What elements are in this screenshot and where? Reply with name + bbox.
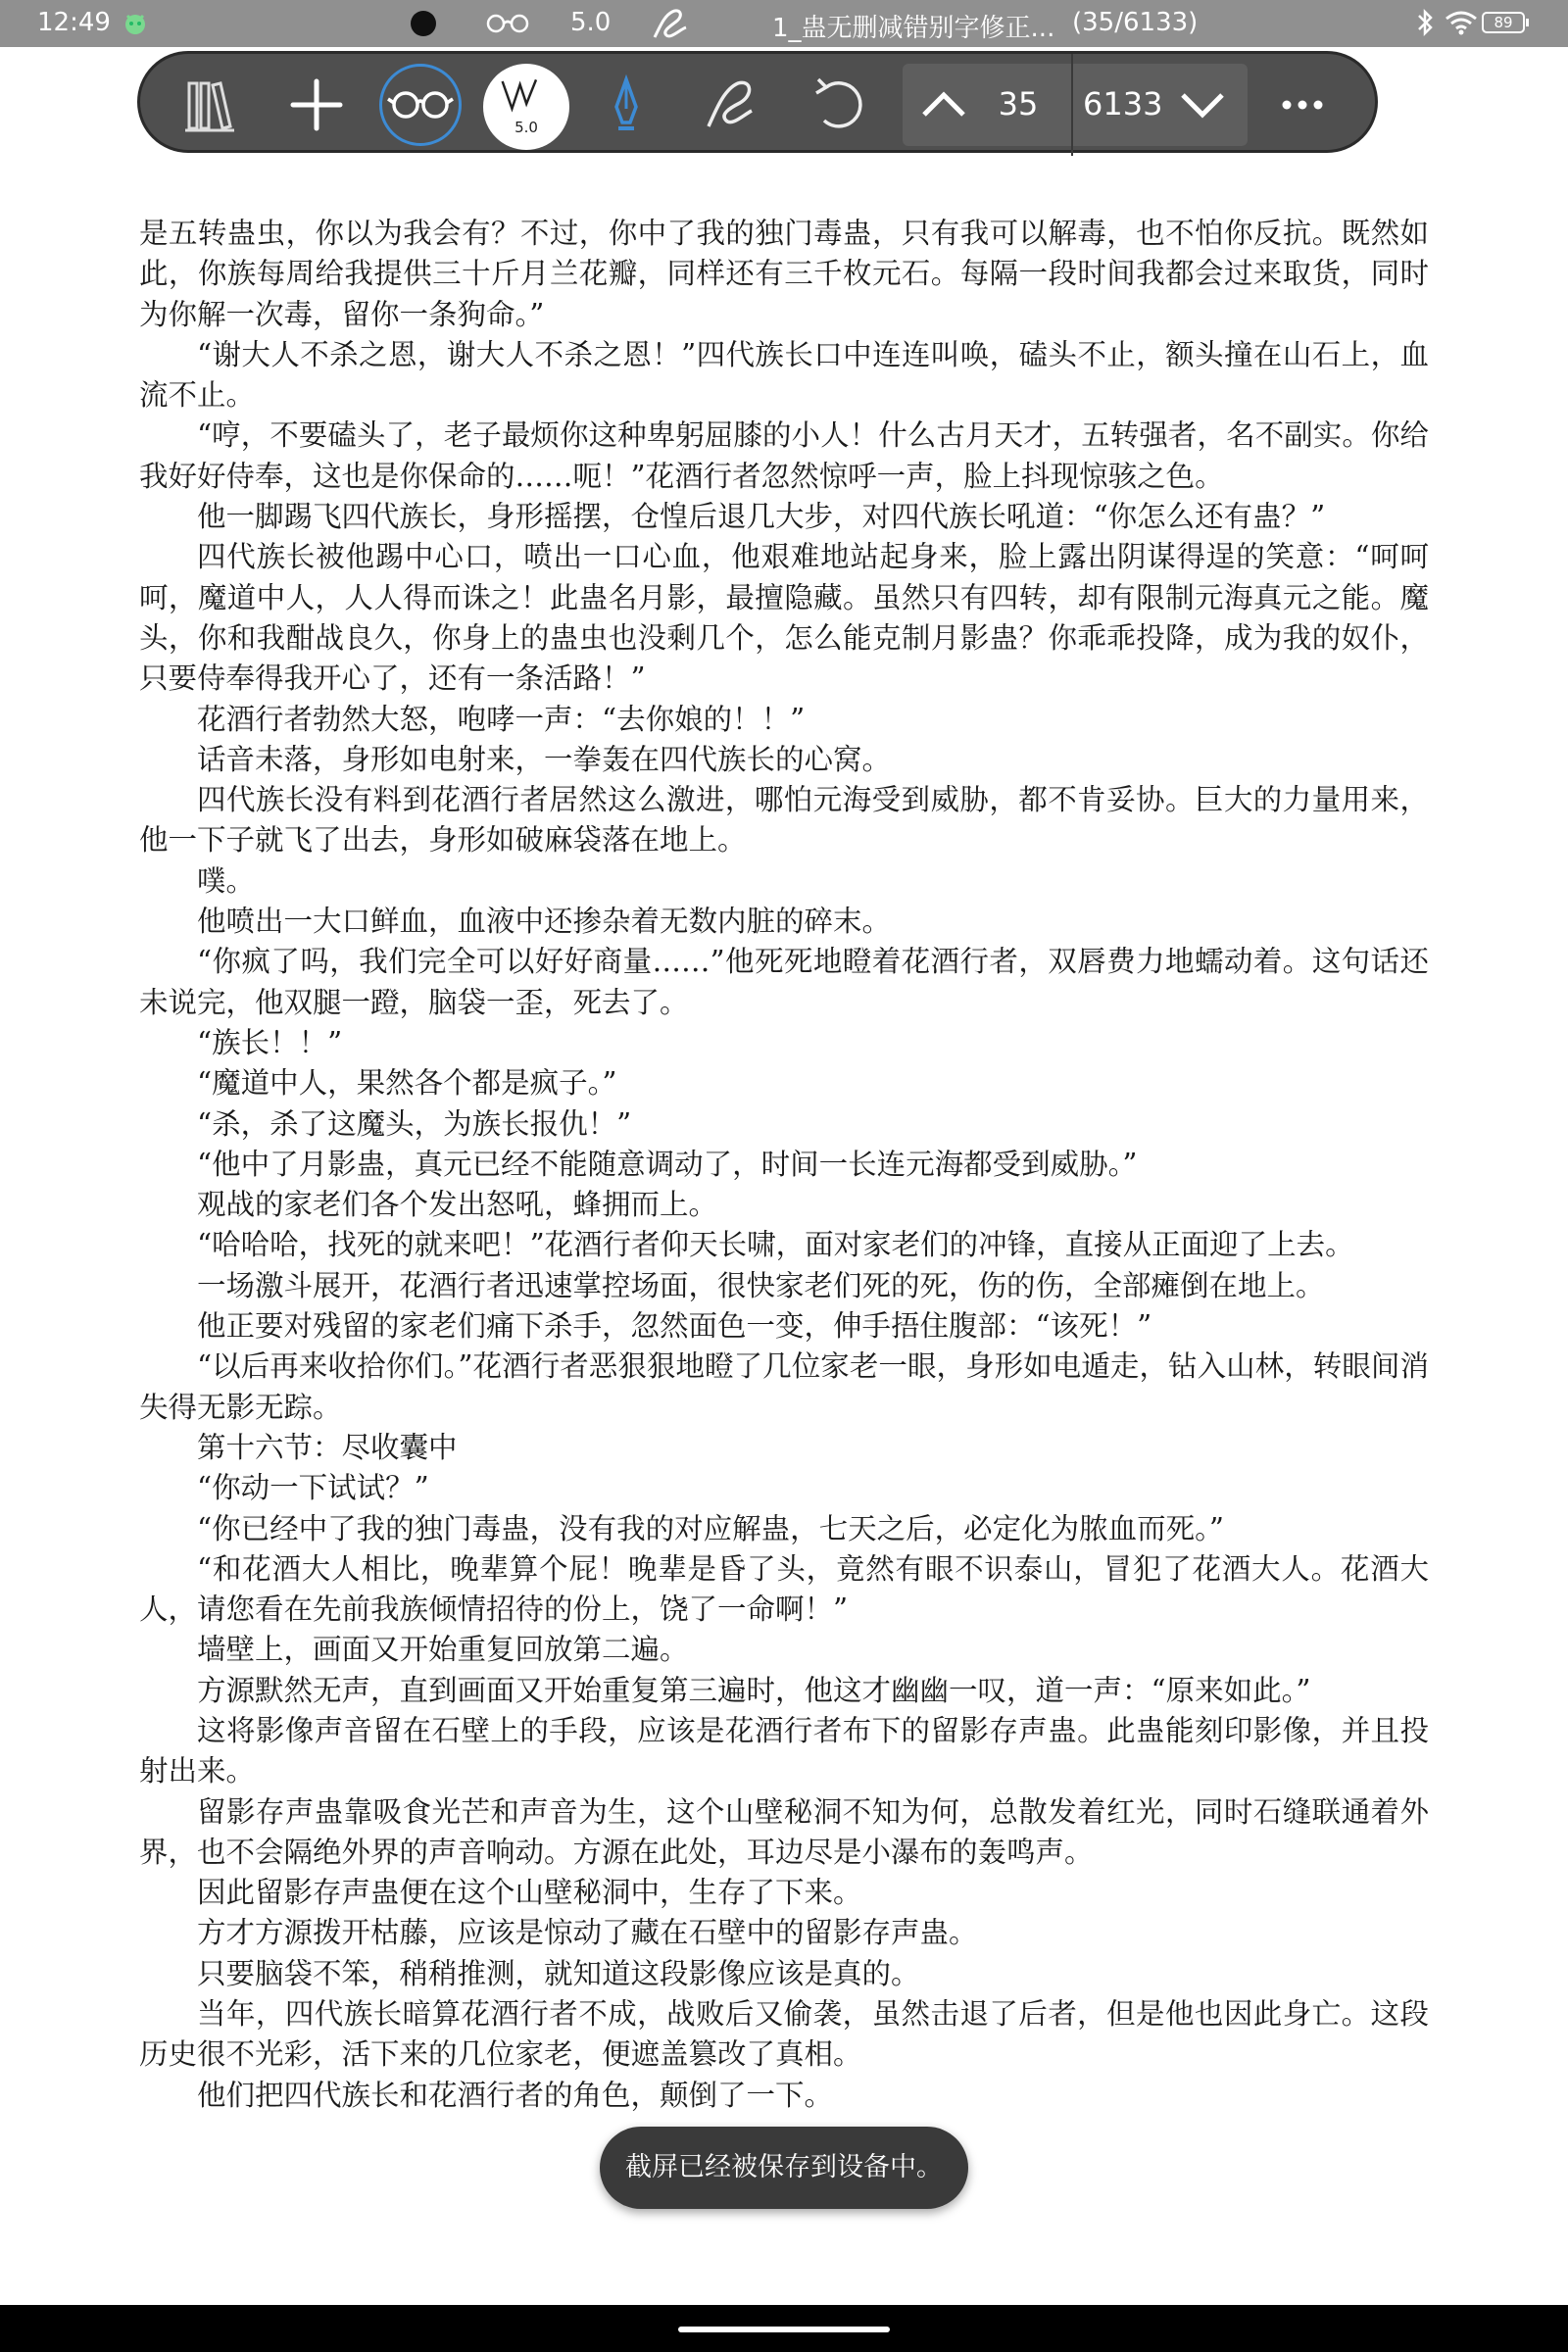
chevron-down-icon[interactable] bbox=[1171, 74, 1234, 136]
nib-icon[interactable] bbox=[591, 70, 662, 140]
page-progress: (35/6133) bbox=[1072, 8, 1199, 37]
paragraph: “哼，不要磕头了，老子最烦你这种卑躬屈膝的小人！什么古月天才，五转强者，名不副实。你给我好好侍奉，这也是你保命的……呃！”花酒行者忽然惊呼一声，脸上抖现惊骇之色。 bbox=[139, 418, 1429, 493]
paragraph: 他们把四代族长和花酒行者的角色，颠倒了一下。 bbox=[197, 2078, 834, 2112]
paragraph: 这将影像声音留在石壁上的手段，应该是花酒行者布下的留影存声蛊。此蛊能刻印影像，并且投射出来。 bbox=[139, 1713, 1429, 1788]
battery-icon: 89 bbox=[1482, 12, 1525, 33]
chevron-up-icon[interactable] bbox=[912, 74, 975, 136]
total-pages[interactable]: 6133 bbox=[1083, 85, 1163, 122]
library-icon[interactable] bbox=[175, 70, 246, 140]
pager-divider bbox=[1071, 54, 1073, 156]
screenshot-saved-toast: 截屏已经被保存到设备中。 bbox=[600, 2127, 968, 2209]
navigation-bar bbox=[0, 2305, 1568, 2352]
paragraph: “杀，杀了这魔头，为族长报仇！” bbox=[197, 1106, 632, 1141]
pen-size-readout: 5.0 bbox=[570, 8, 612, 37]
paragraph: “谢大人不杀之恩，谢大人不杀之恩！”四代族长口中连连叫唤，磕头不止，额头撞在山石上，血流不止。 bbox=[139, 337, 1429, 413]
record-dot-icon bbox=[411, 11, 436, 36]
signature-icon bbox=[651, 6, 690, 48]
paragraph: “你已经中了我的独门毒蛊，没有我的对应解蛊，七天之后，必定化为脓血而死。” bbox=[197, 1511, 1224, 1545]
signature-icon[interactable] bbox=[695, 70, 765, 140]
pen-size-label: 5.0 bbox=[514, 119, 538, 136]
pen-icon[interactable] bbox=[483, 64, 569, 150]
paragraph: 四代族长没有料到花酒行者居然这么激进，哪怕元海受到威胁，都不肯妥协。巨大的力量用来，他一下子就飞了出去，身形如破麻袋落在地上。 bbox=[139, 783, 1429, 858]
reading-mode-icon[interactable] bbox=[379, 64, 462, 146]
paragraph: 留影存声蛊靠吸食光芒和声音为生，这个山壁秘洞不知为何，总散发着红光，同时石缝联通着外界，也不会隔绝外界的声音响动。方源在此处，耳边尽是小瀑布的轰鸣声。 bbox=[139, 1794, 1429, 1869]
paragraph: 他喷出一大口鲜血，血液中还掺杂着无数内脏的碎末。 bbox=[197, 905, 892, 939]
add-icon[interactable] bbox=[281, 70, 352, 140]
paragraph: “和花酒大人相比，晚辈算个屁！晚辈是昏了头，竟然有眼不识泰山，冒犯了花酒大人。花酒大人，请您看在先前我族倾情招待的份上，饶了一命啊！” bbox=[139, 1551, 1429, 1627]
paragraph: 他正要对残留的家老们痛下杀手，忽然面色一变，伸手捂住腹部：“该死！” bbox=[197, 1309, 1152, 1344]
paragraph: 话音未落，身形如电射来，一拳轰在四代族长的心窝。 bbox=[197, 742, 892, 776]
paragraph: 方才方源拨开枯藤，应该是惊动了藏在石壁中的留影存声蛊。 bbox=[197, 1916, 978, 1950]
paragraph: “他中了月影蛊，真元已经不能随意调动了，时间一长连元海都受到威胁。” bbox=[197, 1147, 1138, 1181]
document-page bbox=[139, 214, 1429, 2116]
paragraph: “以后再来收拾你们。”花酒行者恶狠狠地瞪了几位家老一眼，身形如电遁走，钻入山林，转眼间消失得无影无踪。 bbox=[139, 1349, 1429, 1424]
paragraph: 当年，四代族长暗算花酒行者不成，战败后又偷袭，虽然击退了后者，但是他也因此身亡。这段历史很不光彩，活下来的几位家老，便遮盖篡改了真相。 bbox=[139, 1997, 1429, 2072]
paragraph: 只要脑袋不笨，稍稍推测，就知道这段影像应该是真的。 bbox=[197, 1956, 920, 1990]
status-bar bbox=[0, 0, 1568, 47]
paragraph: “你动一下试试？” bbox=[197, 1471, 429, 1505]
paragraph: 第十六节：尽收囊中 bbox=[197, 1430, 458, 1464]
paragraph: 墙壁上，画面又开始重复回放第二遍。 bbox=[197, 1633, 689, 1667]
paragraph: “哈哈哈，找死的就来吧！”花酒行者仰天长啸，面对家老们的冲锋，直接从正面迎了上去。 bbox=[197, 1228, 1354, 1262]
paragraph: “魔道中人，果然各个都是疯子。” bbox=[197, 1066, 617, 1101]
home-gesture-handle[interactable] bbox=[678, 2327, 890, 2332]
app-badge-icon bbox=[122, 10, 149, 37]
paragraph: 四代族长被他踢中心口，喷出一口心血，他艰难地站起身来，脸上露出阴谋得逞的笑意：“呵呵呵，魔道中人，人人得而诛之！此蛊名月影，最擅隐藏。虽然只有四转，却有限制元海真元之能。魔头，你和我酣战良久，你身上的蛊虫也没剩几个，怎么能克制月影蛊？你乖乖投降，成为我的奴仆，只要侍奉得我开心了，还有一条活路！” bbox=[139, 540, 1429, 696]
reader-toolbar bbox=[137, 51, 1378, 153]
paragraph: 噗。 bbox=[197, 863, 256, 898]
paragraph: 因此留影存声蛊便在这个山壁秘洞中，生存了下来。 bbox=[197, 1876, 862, 1910]
paragraph: “你疯了吗，我们完全可以好好商量……”他死死地瞪着花酒行者，双唇费力地蠕动着。这句话还未说完，他双腿一蹬，脑袋一歪，死去了。 bbox=[139, 945, 1429, 1019]
clock: 12:49 bbox=[37, 8, 111, 37]
reading-glasses-icon bbox=[484, 12, 531, 42]
paragraph: 花酒行者勃然大怒，咆哮一声：“去你娘的！！” bbox=[197, 702, 806, 736]
paragraph: 观战的家老们各个发出怒吼，蜂拥而上。 bbox=[197, 1188, 718, 1222]
paragraph: 是五转蛊虫，你以为我会有？不过，你中了我的独门毒蛊，只有我可以解毒，也不怕你反抗。既然如此，你族每周给我提供三十斤月兰花瓣，同样还有三千枚元石。每隔一段时间我都会过来取货，同时为你解一次毒，留你一条狗命。” bbox=[139, 217, 1429, 331]
current-page[interactable]: 35 bbox=[998, 85, 1039, 122]
page-navigator bbox=[903, 64, 1248, 146]
paragraph: “族长！！” bbox=[197, 1025, 343, 1059]
wifi-icon bbox=[1445, 10, 1478, 42]
bluetooth-icon bbox=[1415, 8, 1435, 44]
document-title: 1_蛊无删减错别字修正... bbox=[772, 14, 1055, 43]
paragraph: 一场激斗展开，花酒行者迅速掌控场面，很快家老们死的死，伤的伤，全部瘫倒在地上。 bbox=[197, 1268, 1325, 1302]
undo-icon[interactable] bbox=[803, 70, 873, 140]
more-icon[interactable] bbox=[1267, 70, 1338, 140]
paragraph: 方源默然无声，直到画面又开始重复第三遍时，他这才幽幽一叹，道一声：“原来如此。” bbox=[197, 1673, 1311, 1707]
paragraph: 他一脚踢飞四代族长，身形摇摆，仓惶后退几大步，对四代族长吼道：“你怎么还有蛊？” bbox=[197, 500, 1326, 534]
